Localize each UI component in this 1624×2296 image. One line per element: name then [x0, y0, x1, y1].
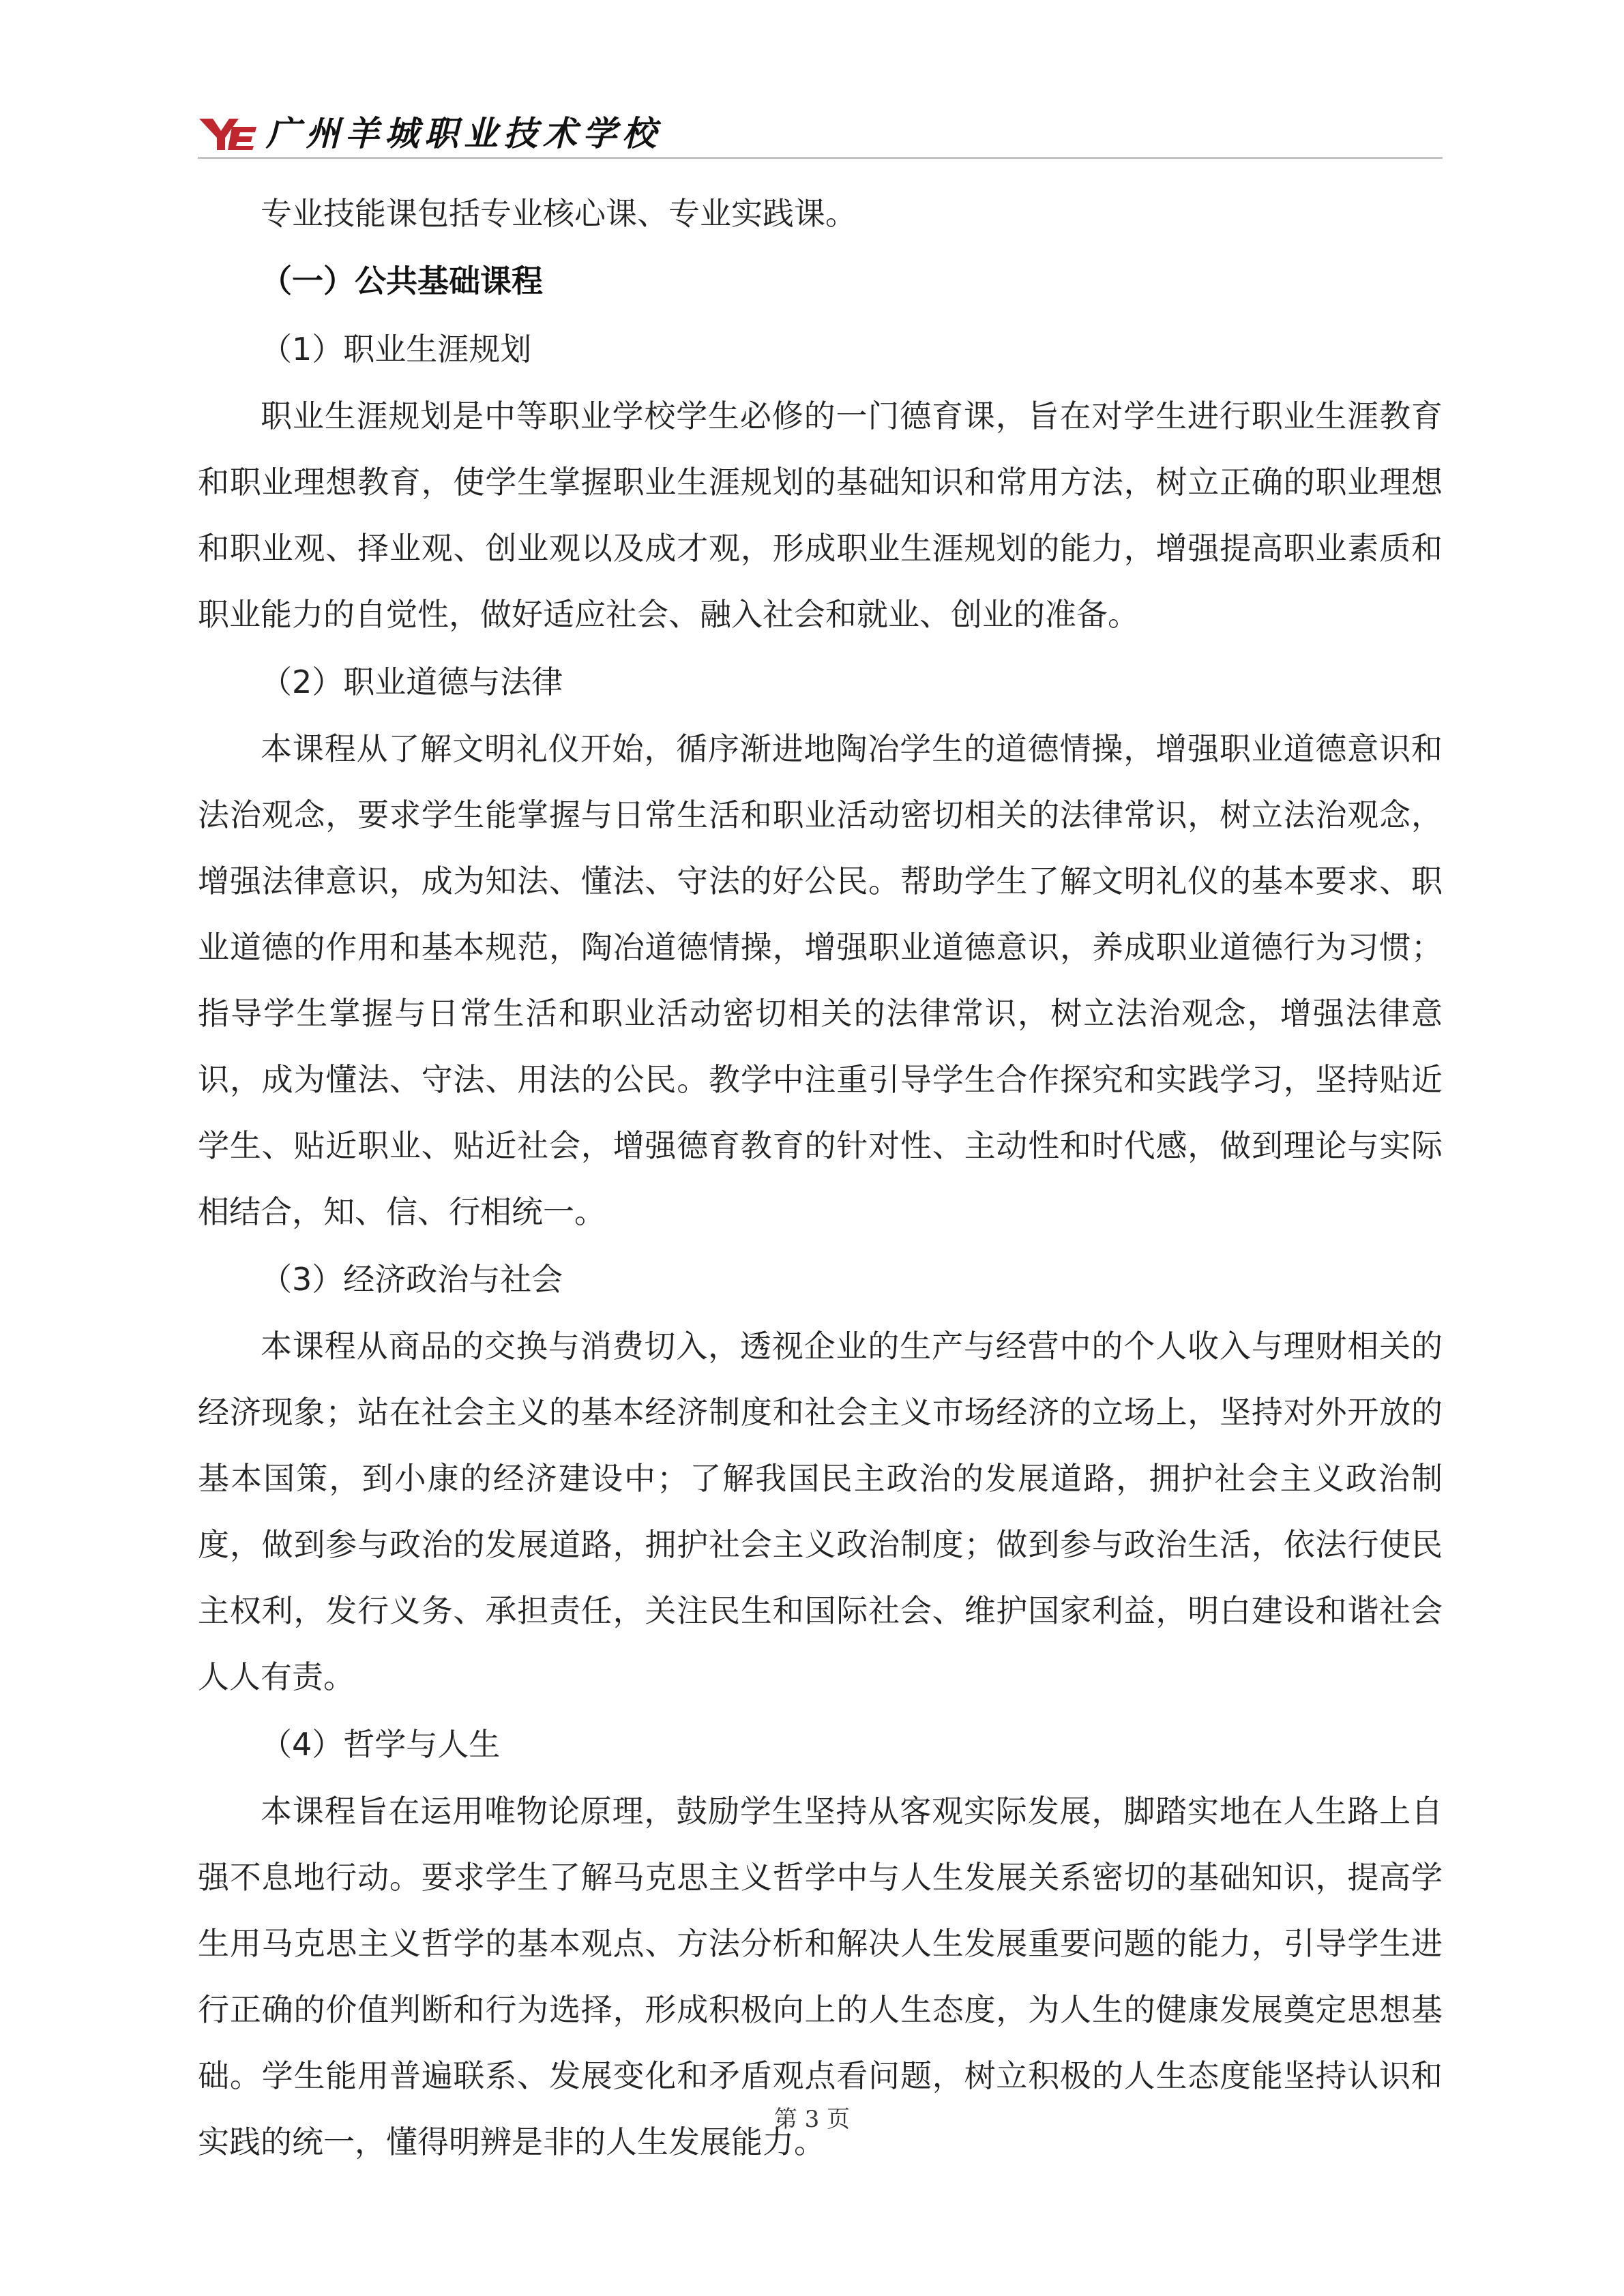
course-heading: （1）职业生涯规划: [261, 331, 532, 368]
page-number: 第 3 页: [773, 2106, 851, 2133]
page-header: [198, 110, 1439, 158]
course-paragraph: 职业生涯规划是中等职业学校学生必修的一门德育课，旨在对学生进行职业生涯教育和职业理想教育，使学生掌握职业生涯规划的基础知识和常用方法，树立正确的职业理想和职业观、择业观、创业观以及成才观，形成职业生涯规划的能力，增强提高职业素质和职业能力的自觉性，做好适应社会、融入社会和就业、创业的准备。: [198, 398, 1443, 633]
course-paragraph: 本课程旨在运用唯物论原理，鼓励学生坚持从客观实际发展，脚踏实地在人生路上自强不息地行动。要求学生了解马克思主义哲学中与人生发展关系密切的基础知识，提高学生用马克思主义哲学的基本观点、方法分析和解决人生发展重要问题的能力，引导学生进行正确的价值判断和行为选择，形成积极向上的人生态度，为人生的健康发展奠定思想基础。学生能用普遍联系、发展变化和矛盾观点看问题，树立积极的人生态度能坚持认识和实践的统一，懂得明辨是非的人生发展能力。: [198, 1793, 1443, 2160]
course-heading: （2）职业道德与法律: [261, 664, 563, 700]
course-heading: （3）经济政治与社会: [261, 1261, 563, 1298]
document-body: [198, 181, 1443, 2175]
yc-school-logo-icon: [198, 115, 258, 153]
course-heading: （4）哲学与人生: [261, 1726, 501, 1763]
header-divider: [198, 157, 1443, 159]
intro-paragraph: 专业技能课包括专业核心课、专业实践课。: [261, 195, 857, 232]
course-paragraph: 本课程从了解文明礼仪开始，循序渐进地陶冶学生的道德情操，增强职业道德意识和法治观念，要求学生能掌握与日常生活和职业活动密切相关的法律常识，树立法治观念，增强法律意识，成为知法、懂法、守法的好公民。帮助学生了解文明礼仪的基本要求、职业道德的作用和基本规范，陶冶道德情操，增强职业道德意识，养成职业道德行为习惯；指导学生掌握与日常生活和职业活动密切相关的法律常识，树立法治观念，增强法律意识，成为懂法、守法、用法的公民。教学中注重引导学生合作探究和实践学习，坚持贴近学生、贴近职业、贴近社会，增强德育教育的针对性、主动性和时代感，做到理论与实际相结合，知、信、行相统一。: [198, 730, 1443, 1230]
section-heading: （一）公共基础课程: [261, 263, 543, 299]
course-paragraph: 本课程从商品的交换与消费切入，透视企业的生产与经营中的个人收入与理财相关的经济现象；站在社会主义的基本经济制度和社会主义市场经济的立场上，坚持对外开放的基本国策，到小康的经济建设中；了解我国民主政治的发展道路，拥护社会主义政治制度，做到参与政治的发展道路，拥护社会主义政治制度；做到参与政治生活，依法行使民主权利，发行义务、承担责任，关注民生和国际社会、维护国家利益，明白建设和谐社会人人有责。: [198, 1328, 1443, 1695]
school-name: 广州羊城职业技术学校: [266, 113, 662, 153]
